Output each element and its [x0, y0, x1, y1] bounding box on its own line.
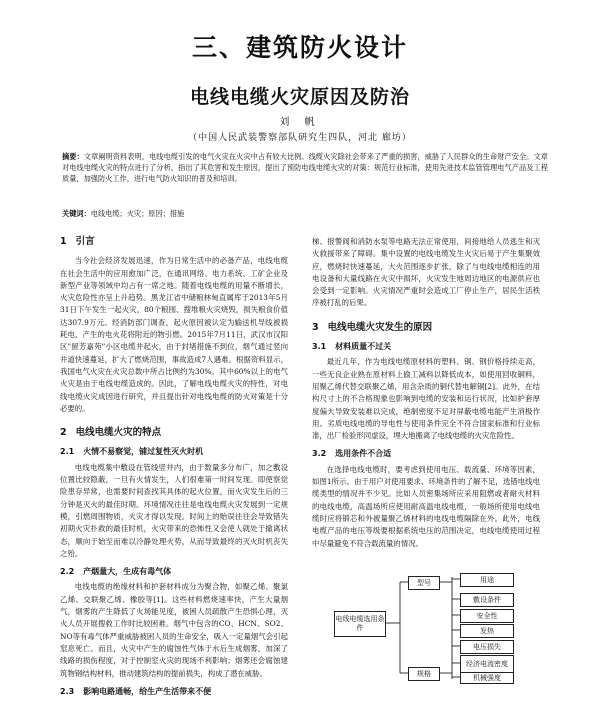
heading-2-2	[60, 566, 288, 578]
heading-2-3	[60, 686, 288, 698]
keywords-text: 电线电缆；火灾；原因；措施	[90, 209, 185, 218]
diagram-leaf: 电压损失	[460, 640, 514, 654]
diagram-root: 电线电缆选用条件	[334, 611, 386, 637]
diagram-branch-spec: 规格	[408, 667, 440, 681]
heading-text: 产烟量大，生成有毒气体	[83, 567, 172, 577]
heading-number: 1	[60, 236, 67, 247]
abstract	[62, 151, 548, 184]
diagram-leaf: 经济电流密度	[460, 655, 514, 673]
heading-number: 3.2	[312, 449, 327, 459]
heading-number: 2.2	[60, 567, 75, 577]
abstract-text: 文章阐明资料表明，电线电缆引发的电气火灾在火灾中占有较大比例。线缆火灾除社会带来了严重的损害，威胁了人民群众的生命财产安全。文章对电线电缆火灾的特点进行了分析，指出了其危害和发生原因，提出了预防电线电缆火灾的对策：规范行业标准，使用先进技术监管管理电气产品及工程质量，加强防火工作，进行电气防火知识的普及和培训。	[62, 152, 548, 183]
paper-title: 电线电缆火灾原因及防治	[189, 86, 410, 108]
right-column	[312, 236, 540, 550]
paragraph: 电线电缆的绝缘材料和护套材料成分为聚合物，如聚乙烯、聚氯乙烯、交联聚乙烯、橡胶等[1]。这些材料燃烧速率快，产生大量烟气，烟雾的产生降低了火场能见度，被困人员疏散产生恐惧心理，灭火人员开展搜救工作时比较困难。烟气中包含的CO、HCN、SO2、NO等有毒气体严重威胁被困人员的生命安全，吸入一定量烟气会引起窒息死亡。而且，火灾中产生的腐蚀性气体于水后生成烟雾，加深了线路的损伤程度，对于控制室火灾的现场不利影响；烟雾还会腐蚀建筑物钢结构材料，推动建筑结构的提前损失，构成了潜在威胁。	[60, 582, 288, 678]
author: 刘 帆	[279, 117, 321, 128]
heading-text: 选用条件不合适	[335, 449, 392, 459]
keywords	[62, 209, 548, 219]
heading-number: 2.1	[60, 447, 75, 457]
paragraph: 最近几年，作为电线电缆原材料的塑料、铜、钢价格持续走高，一些无良企业熟在原材料上偷工减料以降低成本，如使用回收铜料，用聚乙烯代替交联聚乙烯，用含杂质的铜代替电解铜[2]。此外，在结构尺寸上的不合格现象也影响到电缆的安装和运行状况，比如护套厚度偏大导致安装难以完成，绝制密度不足对屏蔽电缆电能产生消极作用。劣质电线电缆的导电性与使用条件完全不符合国家标准和行业标准，出厂检验形同虚设，埋大地搬离了电线电缆的火灾危险性。	[312, 357, 540, 441]
heading-number: 3.1	[312, 342, 327, 352]
heading-number: 3	[312, 321, 319, 333]
selection-diagram	[330, 575, 540, 682]
heading-3-2	[312, 448, 540, 460]
abstract-label: 摘要：	[62, 152, 84, 161]
heading-section-3	[312, 322, 540, 334]
affiliation: （中国人民武装警察部队研究生四队，河北 廊坊）	[188, 133, 412, 143]
diagram-leaf: 安全性	[460, 609, 514, 623]
heading-number: 2	[60, 427, 67, 439]
paragraph: 电线电缆集中敷设在管线竖井内，由于数量多分布广，加之敷设位置比较隐蔽，一旦有火情发生，人们很难第一时间发现。即使察觉险患存异常，也需要时间查找其具体的起火位置，而火灾发生后的三分钟是灭火的最佳时期。环境情况往往是电线电缆火灾发展到一定规模，引燃周围物质，火灾才得以发现。时间上的贻误往往会导致错失初期火灾扑救的最佳时机，火灾带来的恐怖性又会使人就处于撤离状态，顺向于始至而难以冷静处理火势，从而导致最终的灭火时机丧失之殆。	[60, 462, 288, 558]
heading-introduction	[60, 236, 288, 248]
heading-3-1	[312, 341, 540, 353]
diagram-leaf: 用途	[460, 573, 514, 587]
heading-text: 材料质量不过关	[335, 342, 392, 352]
heading-text: 火情不易察觉，铺过复性灭火时机	[83, 447, 204, 457]
left-column	[60, 236, 288, 701]
diagram-leaf: 发热	[460, 624, 514, 638]
paragraph: 梯、报警阀和消防水泵等电路无法正常使用，间接地给人员逃生和灭火救援带来了障碍。集中设置的电线电缆发生火灾后易于产生集聚效应，燃烧时快速蔓延，大火范围逐步扩张，除了与电线电缆相连的用电设备和大量线路在火灾中损坏，火灾发生地周边地区的电源供应也会受到一定影响。火灾情况严重时会造成工厂停止生产，居民生活秩序被打乱的后果。	[312, 237, 540, 308]
section-title: 三、建筑防火设计	[191, 33, 408, 62]
heading-section-2	[60, 427, 288, 439]
heading-text: 引言	[75, 236, 95, 247]
keywords-label: 关键词：	[62, 209, 91, 218]
heading-text: 影响电路通畅，给生产生活带来不便	[83, 686, 212, 696]
heading-number: 2.3	[60, 686, 75, 696]
heading-2-1	[60, 446, 288, 458]
diagram-leaf: 机械强度	[460, 672, 514, 684]
diagram-leaf: 敷设条件	[460, 593, 514, 607]
heading-text: 电线电缆火灾的特点	[75, 427, 162, 439]
heading-text: 电线电缆火灾发生的原因	[327, 321, 433, 333]
paragraph: 在选择电线电缆时，要考虑到使用电压、载流量、环境等因素，如图1所示。由于用户对使用要求、环境条件的了解不足，选错电线电缆类型的情况并不少见。比如人员密集场所应采用阻燃或者耐火材料的电线电缆，高温场所应使用耐高温电线电缆，一般场所使用电线电缆时应将锻芯和外被量聚乙烯材料的电线电缆隔除在外。此外，电线电缆产品的电压等级要根据系统电压的范围决定，电线电缆使用过程中尽量避免不符合载流量的情况。	[312, 464, 540, 548]
paragraph: 当今社会经济发展迅速，作为日常生活中的必备产品，电线电缆在社会生活中的应用愈加广泛，在通讯网络、电力系统、工矿企业及新型产业等领域中均占有一席之地。随着电线电缆的用量不断增长，火灾危险性亦呈上升趋势。黑龙江省中储粮林甸直属库于2013年5月31日下午发生一起火灾，80个粮囤、搜堆粮火灾烧毁，损失粮食价值达307.9万元。经消防部门调查，起火原因被认定为输送机导线被损耗电，产生的电火花将附近的物引燃。2015年7月11日，武汉市汉阳区"留芳嘉苑"小区电缆井起火，由于封堵措施不到位，烟气通过竖向井道快速蔓延，扩大了燃烧范围，事故造成7人遇难。根据资料显示，我国电气火灾在火灾总数中所占比例约为30%。其中60%以上的电气火灾是由于电线电缆造成的。因此，了解电线电缆火灾的特性，对电线电缆火灾成因进行研究，并且提出针对电线电缆的防火对策是十分必要的。	[60, 256, 288, 413]
diagram-branch-model: 型号	[408, 576, 440, 590]
